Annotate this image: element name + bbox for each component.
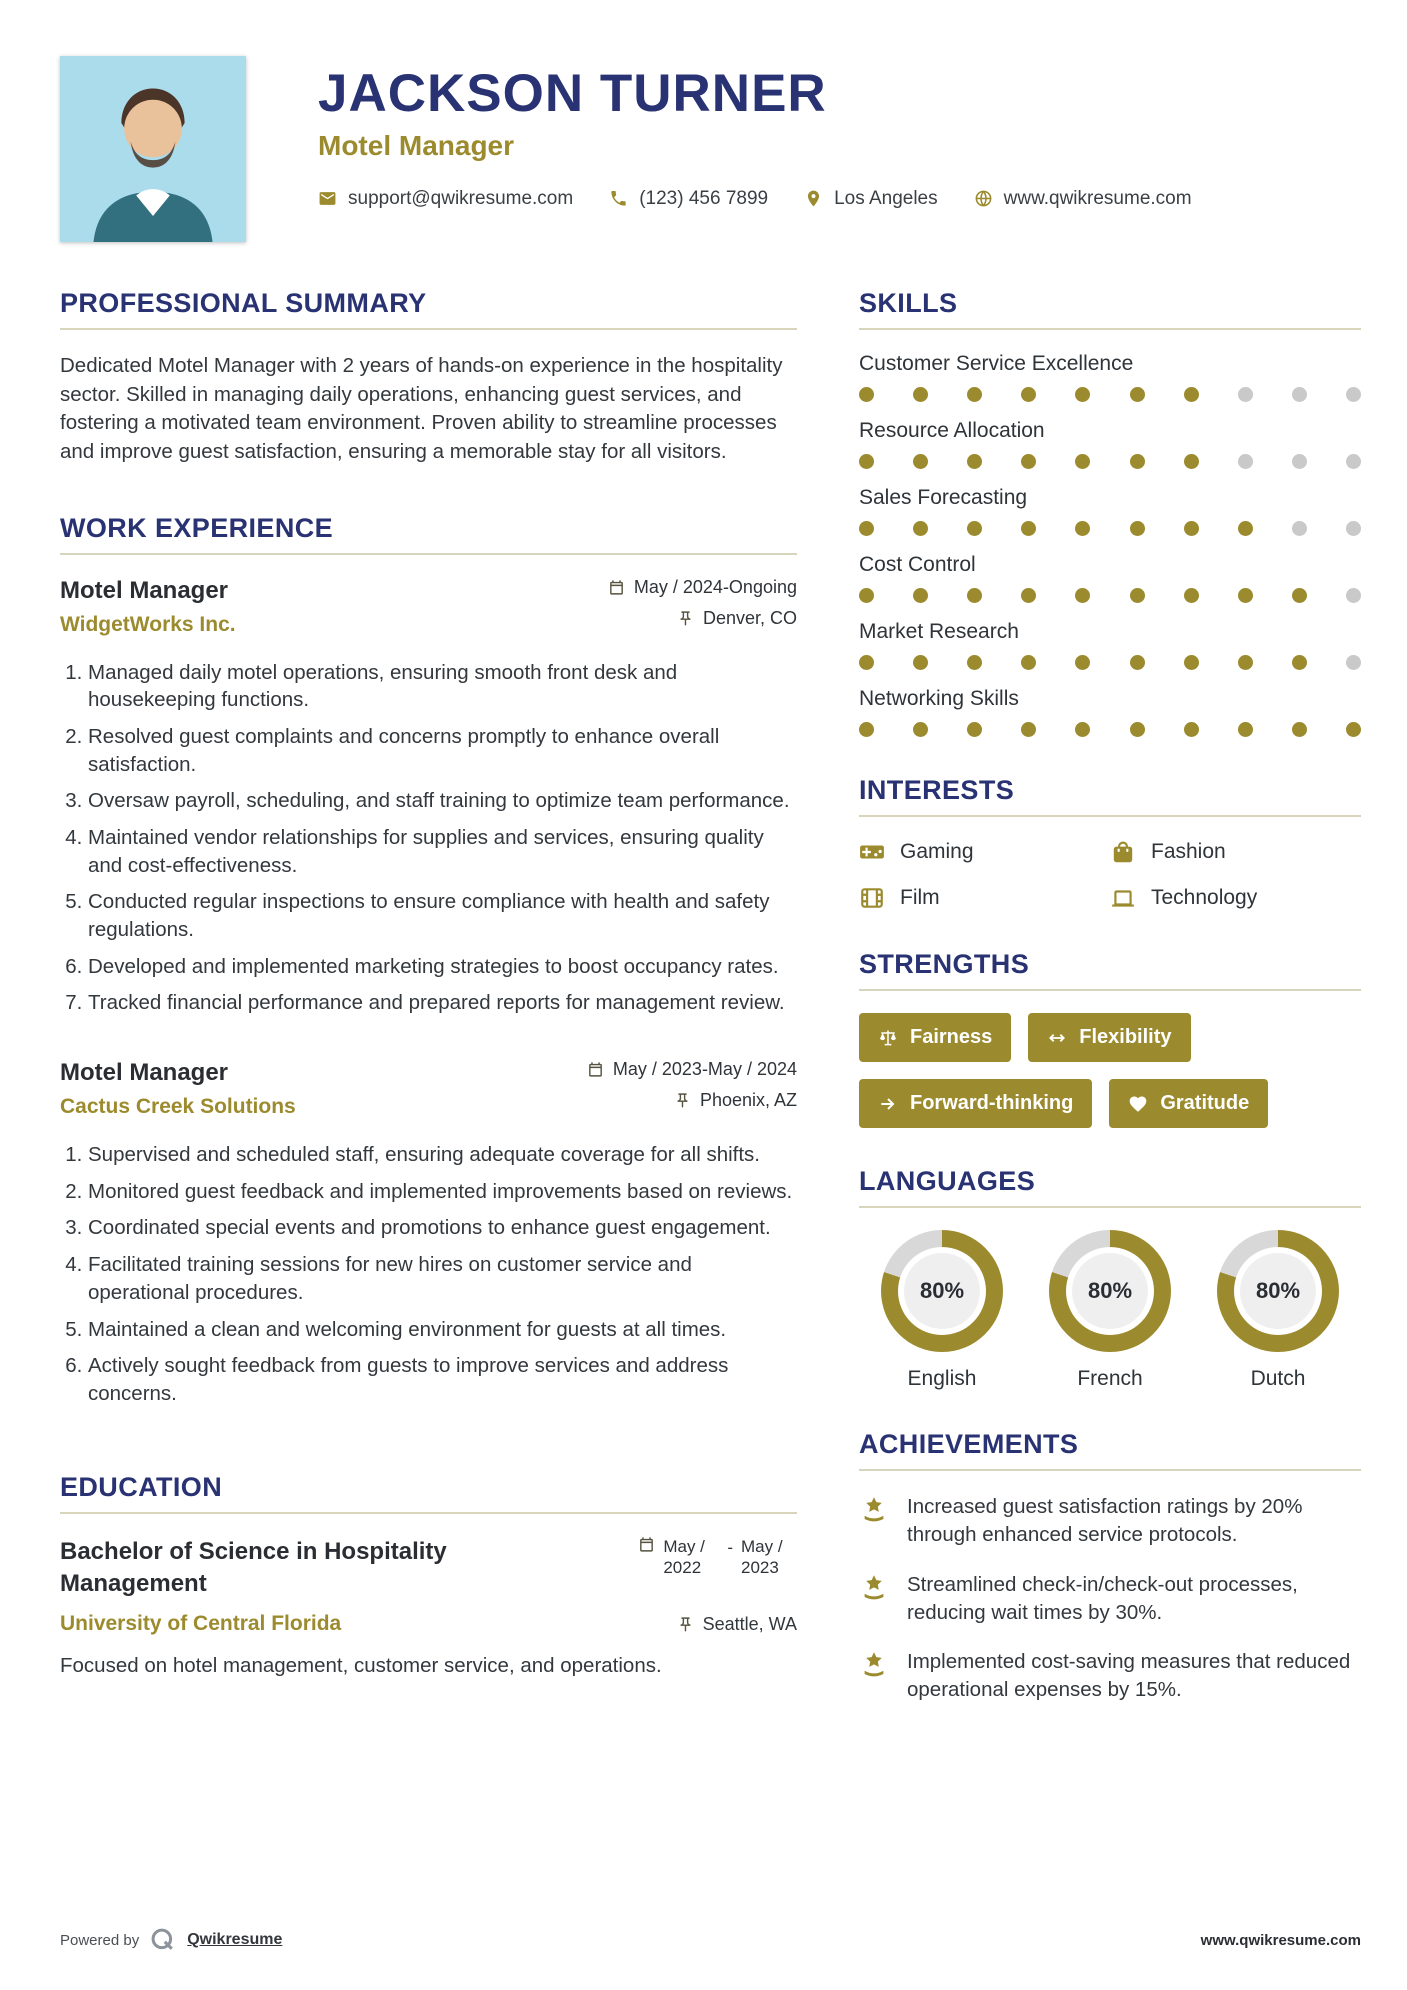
heading-rule (60, 553, 797, 555)
rating-dot (1292, 387, 1307, 402)
experience-bullet: 5. Maintained a clean and welcoming environment for guests at all times. (88, 1316, 797, 1344)
languages-heading: LANGUAGES (859, 1166, 1036, 1196)
job-location (587, 1090, 797, 1111)
date-separator: - (727, 1537, 733, 1557)
education-location (677, 1614, 797, 1635)
interest-item (859, 839, 1110, 865)
rating-dot (1238, 722, 1253, 737)
heading-rule (60, 1512, 797, 1514)
rating-dot (1130, 521, 1145, 536)
rating-dot (1075, 454, 1090, 469)
pushpin-icon (674, 1092, 691, 1109)
rating-dot (1346, 588, 1361, 603)
rating-dot (1184, 588, 1199, 603)
language-name: English (907, 1367, 977, 1390)
rating-dot (967, 722, 982, 737)
language-donut-chart (881, 1230, 1003, 1352)
experience-bullet: 5. Conducted regular inspections to ensure compliance with health and safety regulations. (88, 888, 797, 943)
heading-rule (859, 815, 1361, 817)
experience-heading: WORK EXPERIENCE (60, 512, 334, 543)
section-achievements (859, 1429, 1361, 1705)
rating-dot (913, 521, 928, 536)
education-header (60, 1536, 797, 1601)
donut-hole (1234, 1247, 1322, 1335)
rating-dot (1346, 387, 1361, 402)
main-content (60, 288, 1361, 1743)
section-interests (859, 775, 1361, 911)
job-title-company (60, 577, 236, 637)
rating-dot (1184, 722, 1199, 737)
heart-icon (1128, 1094, 1148, 1114)
envelope-icon (318, 189, 337, 208)
strength-badge (859, 1079, 1092, 1128)
experience-bullet: 6. Actively sought feedback from guests to improve services and address concerns. (88, 1352, 797, 1407)
strength-badge (1109, 1079, 1268, 1128)
rating-dot (1292, 722, 1307, 737)
rating-dot (1130, 722, 1145, 737)
globe-icon (974, 189, 993, 208)
rating-dot (1021, 588, 1036, 603)
skill-item (859, 620, 1361, 670)
pushpin-icon (677, 1616, 694, 1633)
email-text: support@qwikresume.com (348, 187, 574, 209)
contact-row (318, 188, 1192, 210)
rating-dot (1021, 722, 1036, 737)
skill-item (859, 553, 1361, 603)
language-percent: 80% (1240, 1253, 1316, 1329)
contact-location (804, 188, 938, 210)
language-percent: 80% (1072, 1253, 1148, 1329)
rating-dot (1346, 655, 1361, 670)
strength-label: Flexibility (1079, 1026, 1172, 1048)
education-school-row (60, 1612, 797, 1636)
rating-dot (859, 454, 874, 469)
language-name: French (1077, 1367, 1143, 1390)
strength-label: Gratitude (1160, 1092, 1250, 1114)
achievement-text: Increased guest satisfaction ratings by 20% through enhanced service protocols. (907, 1495, 1303, 1547)
rating-dot (1184, 655, 1199, 670)
rating-dot (1346, 454, 1361, 469)
achievement-text: Streamlined check-in/check-out processes, reducing wait times by 30%. (907, 1572, 1298, 1624)
language-name: Dutch (1250, 1367, 1306, 1390)
language-percent: 80% (904, 1253, 980, 1329)
summary-text: Dedicated Motel Manager with 2 years of hands-on experience in the hospitality sector. Skilled in managing daily operations, enhancing guest services, and fostering a motivated team environment. Proven ability to streamline processes and improve guest satisfaction, ensuring a memorable stay for all visitors. (60, 354, 783, 464)
job-header (60, 1059, 797, 1121)
strengths-heading: STRENGTHS (859, 949, 1030, 979)
footer (60, 1926, 1361, 1954)
heading-rule (859, 989, 1361, 991)
achievement-item (859, 1493, 1361, 1550)
skill-name: Sales Forecasting (859, 486, 1028, 509)
rating-dot (967, 655, 982, 670)
pushpin-icon (677, 610, 694, 627)
rating-dot (1130, 387, 1145, 402)
rating-dot (1346, 722, 1361, 737)
heading-rule (859, 1206, 1361, 1208)
language-donut-chart (1217, 1230, 1339, 1352)
location-pin-icon (804, 189, 823, 208)
rating-dot (1021, 655, 1036, 670)
rating-dot (913, 722, 928, 737)
phone-icon (609, 189, 628, 208)
interest-label: Film (900, 886, 940, 909)
skill-item (859, 486, 1361, 536)
donut-hole (1066, 1247, 1154, 1335)
rating-dot (1238, 588, 1253, 603)
language-donut-chart (1049, 1230, 1171, 1352)
job-title: Motel Manager (60, 1059, 229, 1087)
rating-dot (1238, 387, 1253, 402)
rating-dot (913, 655, 928, 670)
section-strengths (859, 949, 1361, 1128)
skill-item (859, 352, 1361, 402)
job-entry (60, 577, 797, 1017)
header-info (318, 56, 1192, 210)
contact-email[interactable] (318, 188, 573, 210)
experience-bullet: 2. Resolved guest complaints and concerns promptly to enhance overall satisfaction. (88, 723, 797, 778)
strength-label: Fairness (910, 1026, 993, 1048)
rating-dot (913, 588, 928, 603)
rating-dot (1184, 387, 1199, 402)
scales-icon (878, 1028, 898, 1048)
contact-phone (609, 188, 768, 210)
contact-website[interactable] (974, 188, 1192, 210)
website-text: www.qwikresume.com (1003, 187, 1192, 209)
job-entry (60, 1059, 797, 1407)
job-title: Motel Manager (60, 576, 229, 604)
section-skills (859, 288, 1361, 737)
rating-dot (913, 387, 928, 402)
job-header (60, 577, 797, 639)
education-date-start: May / 2022 (663, 1536, 705, 1577)
skill-item (859, 687, 1361, 737)
powered-by-text: Powered by (60, 1931, 140, 1949)
interest-label: Gaming (900, 840, 974, 863)
rating-dot (1238, 521, 1253, 536)
language-item (867, 1230, 1017, 1391)
experience-bullet: 7. Tracked financial performance and prepared reports for management review. (88, 989, 797, 1017)
experience-bullet: 4. Facilitated training sessions for new hires on customer service and operational procedures. (88, 1251, 797, 1306)
achievement-item (859, 1648, 1361, 1705)
education-location-text: Seattle, WA (702, 1613, 797, 1634)
job-location (608, 608, 797, 629)
rating-dot (859, 387, 874, 402)
calendar-icon (608, 579, 625, 596)
strength-badge (859, 1013, 1011, 1062)
rating-dot (859, 588, 874, 603)
heading-rule (859, 1469, 1361, 1471)
rating-dot (967, 454, 982, 469)
section-experience (60, 513, 797, 1408)
school-name: University of Central Florida (60, 1612, 342, 1636)
arrow-right-icon (878, 1094, 898, 1114)
skill-rating-dots (859, 655, 1361, 670)
rating-dot (1130, 588, 1145, 603)
rating-dot (859, 655, 874, 670)
experience-bullet: 2. Monitored guest feedback and implemented improvements based on reviews. (88, 1178, 797, 1206)
skill-name: Networking Skills (859, 687, 1019, 710)
job-date (608, 577, 797, 598)
degree-title: Bachelor of Science in Hospitality Management (60, 1537, 447, 1597)
rating-dot (1184, 521, 1199, 536)
job-date-text: May / 2024-Ongoing (633, 576, 797, 597)
rating-dot (1075, 521, 1090, 536)
skill-name: Resource Allocation (859, 419, 1045, 442)
phone-text: (123) 456 7899 (639, 187, 769, 209)
qwikresume-logo (149, 1926, 177, 1954)
rating-dot (1021, 521, 1036, 536)
interest-item (1110, 885, 1361, 911)
rating-dot (859, 722, 874, 737)
heading-rule (859, 328, 1361, 330)
skill-name: Customer Service Excellence (859, 352, 1134, 375)
donut-hole (898, 1247, 986, 1335)
experience-bullet: 3. Oversaw payroll, scheduling, and staff training to optimize team performance. (88, 787, 797, 815)
calendar-icon (638, 1536, 655, 1553)
interest-label: Fashion (1151, 840, 1226, 863)
header (60, 56, 1361, 242)
skill-name: Cost Control (859, 553, 976, 576)
interests-grid (859, 839, 1361, 911)
candidate-name: JACKSON TURNER (318, 64, 827, 123)
rating-dot (967, 521, 982, 536)
experience-bullet: 4. Maintained vendor relationships for supplies and services, ensuring quality and cost-effectiveness. (88, 824, 797, 879)
rating-dot (967, 588, 982, 603)
rating-dot (859, 521, 874, 536)
left-column (60, 288, 797, 1743)
rating-dot (1075, 655, 1090, 670)
interest-item (859, 885, 1110, 911)
rating-dot (1292, 521, 1307, 536)
rating-dot (1021, 454, 1036, 469)
summary-heading: PROFESSIONAL SUMMARY (60, 288, 427, 318)
skill-name: Market Research (859, 620, 1019, 643)
experience-bullet: 3. Coordinated special events and promotions to enhance guest engagement. (88, 1214, 797, 1242)
experience-bullet: 6. Developed and implemented marketing strategies to boost occupancy rates. (88, 953, 797, 981)
experience-bullet: 1. Supervised and scheduled staff, ensuring adequate coverage for all shifts. (88, 1141, 797, 1169)
heading-rule (60, 328, 797, 330)
section-education (60, 1472, 797, 1681)
company-name: Cactus Creek Solutions (60, 1095, 296, 1119)
interest-label: Technology (1151, 886, 1258, 909)
location-text: Los Angeles (834, 187, 938, 209)
skill-rating-dots (859, 588, 1361, 603)
strength-badge (1028, 1013, 1190, 1062)
job-bullets (60, 1141, 797, 1407)
rating-dot (1130, 655, 1145, 670)
job-title-company (60, 1059, 296, 1119)
award-star-icon (859, 1650, 889, 1680)
qwikresume-brand-link[interactable]: Qwikresume (187, 1931, 283, 1948)
section-languages (859, 1166, 1361, 1391)
job-meta (608, 577, 797, 639)
job-location-text: Phoenix, AZ (699, 1090, 797, 1111)
right-column (859, 288, 1361, 1743)
job-date (587, 1059, 797, 1080)
job-location-text: Denver, CO (702, 607, 797, 628)
award-star-icon (859, 1495, 889, 1525)
film-icon (859, 885, 885, 911)
job-date-text: May / 2023-May / 2024 (612, 1059, 797, 1080)
rating-dot (1292, 588, 1307, 603)
education-date-end: May / 2023 (741, 1536, 783, 1577)
strength-badges (859, 1013, 1361, 1128)
skill-rating-dots (859, 387, 1361, 402)
company-name: WidgetWorks Inc. (60, 612, 236, 636)
achievement-text: Implemented cost-saving measures that reduced operational expenses by 15%. (907, 1650, 1351, 1702)
skill-rating-dots (859, 521, 1361, 536)
skill-rating-dots (859, 454, 1361, 469)
section-summary (60, 288, 797, 467)
job-bullets (60, 659, 797, 1017)
powered-by (60, 1926, 282, 1954)
rating-dot (1075, 722, 1090, 737)
award-star-icon (859, 1573, 889, 1603)
rating-dot (967, 387, 982, 402)
rating-dot (1021, 387, 1036, 402)
strength-label: Forward-thinking (910, 1092, 1074, 1114)
profile-photo (60, 56, 246, 242)
experience-bullet: 1. Managed daily motel operations, ensuring smooth front desk and housekeeping functions. (88, 659, 797, 714)
skill-item (859, 419, 1361, 469)
calendar-icon (587, 1061, 604, 1078)
skill-rating-dots (859, 722, 1361, 737)
education-heading: EDUCATION (60, 1471, 223, 1502)
gamepad-icon (859, 839, 885, 865)
languages-row (859, 1230, 1361, 1391)
footer-website-link[interactable]: www.qwikresume.com (1200, 1931, 1361, 1949)
rating-dot (913, 454, 928, 469)
language-item (1203, 1230, 1353, 1391)
shopping-bag-icon (1110, 839, 1136, 865)
rating-dot (1346, 521, 1361, 536)
rating-dot (1075, 387, 1090, 402)
candidate-title: Motel Manager (318, 129, 515, 161)
skills-heading: SKILLS (859, 288, 958, 318)
rating-dot (1184, 454, 1199, 469)
education-description: Focused on hotel management, customer service, and operations. (60, 1654, 662, 1678)
language-item (1035, 1230, 1185, 1391)
education-dates (638, 1536, 797, 1579)
rating-dot (1238, 454, 1253, 469)
achievement-item (859, 1571, 1361, 1628)
laptop-icon (1110, 885, 1136, 911)
achievements-heading: ACHIEVEMENTS (859, 1429, 1079, 1459)
rating-dot (1292, 655, 1307, 670)
rating-dot (1292, 454, 1307, 469)
rating-dot (1238, 655, 1253, 670)
rating-dot (1130, 454, 1145, 469)
left-right-arrow-icon (1047, 1028, 1067, 1048)
rating-dot (1075, 588, 1090, 603)
interest-item (1110, 839, 1361, 865)
interests-heading: INTERESTS (859, 775, 1015, 805)
job-meta (587, 1059, 797, 1121)
